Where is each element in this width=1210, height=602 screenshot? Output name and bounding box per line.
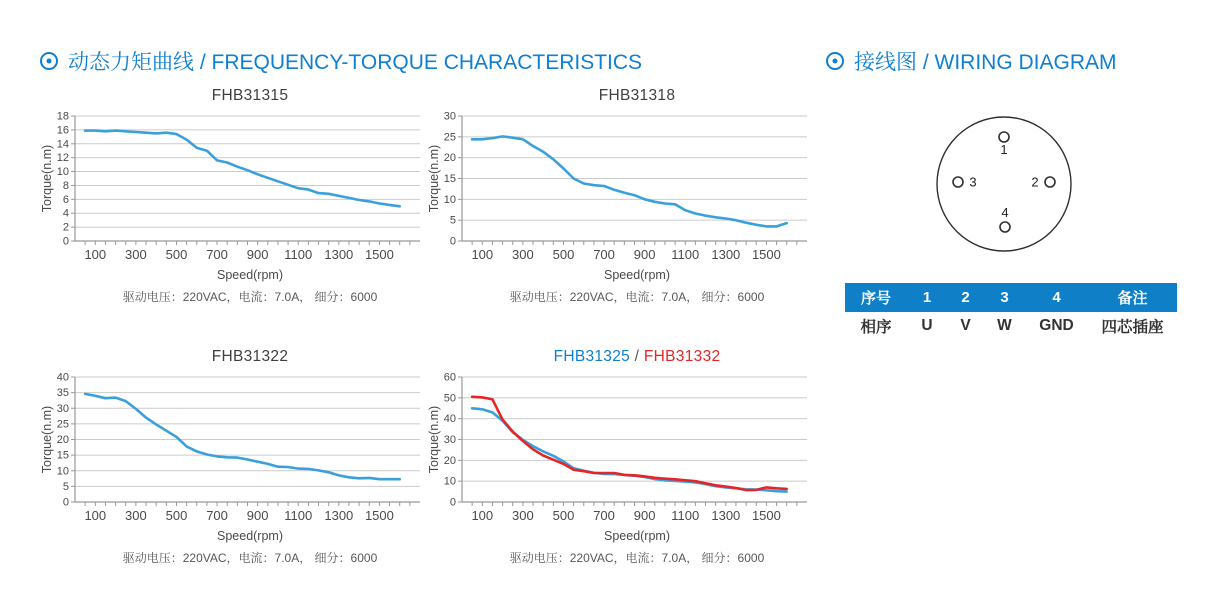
torque-curve-fhb31332 — [472, 397, 787, 490]
chart-caption: 驱动电压：220VAC，电流：7.0A， 细分：6000 — [509, 551, 765, 565]
y-tick-label: 0 — [62, 235, 69, 248]
x-tick-label: 100 — [84, 247, 107, 262]
table-header-cell: 1 — [922, 289, 932, 306]
torque-speed-plot — [40, 371, 425, 523]
y-tick-label: 20 — [56, 434, 69, 446]
wiring-section-title — [826, 46, 1117, 76]
chart-title-part: FHB31322 — [211, 348, 289, 365]
torque-speed-plot — [40, 110, 425, 262]
table-cell: V — [960, 317, 971, 334]
y-tick-label: 60 — [443, 371, 456, 384]
x-tick-label: 100 — [471, 247, 494, 262]
torque-curve-fhb31325 — [472, 408, 787, 491]
x-tick-label: 900 — [633, 508, 656, 523]
chart-fhb31325-fhb31332 — [427, 347, 812, 566]
torque-curve-fhb31318 — [472, 136, 787, 226]
x-tick-label: 700 — [206, 247, 228, 262]
x-tick-label: 500 — [552, 247, 575, 262]
y-tick-label: 14 — [56, 138, 69, 151]
y-tick-label: 16 — [56, 124, 69, 137]
x-tick-label: 300 — [125, 247, 147, 262]
table-header-cell: 4 — [1052, 289, 1061, 306]
charts-grid — [40, 86, 814, 566]
y-tick-label: 25 — [56, 418, 69, 431]
wiring-section — [826, 46, 1190, 586]
wiring-table-header — [845, 283, 1177, 312]
y-tick-label: 30 — [443, 110, 456, 123]
x-tick-label: 700 — [593, 247, 615, 262]
pin-2-circle — [1045, 177, 1055, 187]
y-axis-label: Torque(n.m) — [427, 144, 441, 213]
wiring-table-body — [845, 312, 1177, 340]
pin-1-circle — [999, 132, 1009, 142]
x-axis-label: Speed(rpm) — [217, 529, 283, 543]
bullet-circle-icon — [40, 52, 58, 70]
chart-fhb31322 — [40, 347, 425, 566]
torque-speed-plot — [427, 371, 812, 523]
x-tick-label: 300 — [512, 508, 534, 523]
y-tick-label: 0 — [449, 496, 456, 509]
x-tick-label: 100 — [84, 508, 107, 523]
y-tick-label: 20 — [443, 152, 456, 165]
x-tick-label: 500 — [165, 247, 188, 262]
table-cell: 相序 — [860, 319, 892, 336]
x-axis-label: Speed(rpm) — [604, 529, 670, 543]
y-tick-label: 18 — [56, 110, 69, 123]
chart-fhb31315 — [40, 86, 425, 305]
chart-fhb31318 — [427, 86, 812, 305]
chart-caption: 驱动电压：220VAC，电流：7.0A， 细分：6000 — [122, 551, 378, 565]
chart-title — [427, 347, 812, 371]
y-axis-label: Torque(n.m) — [427, 405, 441, 474]
y-tick-label: 5 — [62, 480, 69, 493]
bullet-circle-icon — [826, 52, 844, 70]
y-tick-label: 25 — [443, 131, 456, 144]
x-tick-label: 1100 — [671, 508, 700, 523]
x-tick-label: 1100 — [671, 247, 700, 262]
chart-title-part: FHB31318 — [598, 87, 676, 104]
x-tick-label: 700 — [593, 508, 615, 523]
x-tick-label: 1500 — [751, 508, 781, 523]
pin-1-number: 1 — [1000, 142, 1008, 157]
chart-title-part: FHB31315 — [211, 87, 289, 104]
connector-diagram — [934, 114, 1074, 254]
table-cell: W — [997, 317, 1012, 334]
torque-curve-fhb31322 — [85, 394, 400, 479]
y-axis-label: Torque(n.m) — [40, 405, 54, 474]
y-tick-label: 40 — [443, 413, 456, 426]
x-tick-label: 1500 — [751, 247, 781, 262]
table-cell: U — [921, 317, 933, 334]
x-tick-label: 1300 — [324, 508, 354, 523]
table-header-cell: 3 — [1000, 289, 1009, 306]
x-tick-label: 1300 — [711, 508, 741, 523]
table-header-cell: 序号 — [860, 290, 891, 307]
chart-title — [40, 86, 425, 110]
chart-title — [427, 86, 812, 110]
y-tick-label: 20 — [443, 454, 456, 467]
torque-curve-fhb31315 — [85, 131, 400, 207]
y-tick-label: 8 — [62, 179, 69, 192]
x-tick-label: 100 — [471, 508, 494, 523]
x-tick-label: 900 — [633, 247, 656, 262]
chart-title — [40, 347, 425, 371]
y-tick-label: 40 — [56, 371, 69, 384]
x-tick-label: 1300 — [324, 247, 354, 262]
y-tick-label: 4 — [62, 207, 69, 220]
y-tick-label: 5 — [449, 214, 456, 227]
y-tick-label: 6 — [62, 193, 69, 206]
y-tick-label: 15 — [56, 449, 69, 462]
y-axis-label: Torque(n.m) — [40, 144, 54, 213]
y-tick-label: 35 — [56, 387, 69, 400]
x-tick-label: 900 — [246, 247, 269, 262]
pin-3-circle — [953, 177, 963, 187]
chart-title-part: FHB31332 — [643, 348, 721, 365]
x-axis-label: Speed(rpm) — [217, 268, 283, 282]
y-tick-label: 10 — [443, 475, 456, 488]
wiring-connector — [934, 114, 1074, 259]
y-tick-label: 2 — [62, 221, 69, 234]
y-tick-label: 30 — [443, 434, 456, 446]
chart-title-part: FHB31325 — [553, 348, 631, 365]
y-tick-label: 30 — [56, 402, 69, 415]
x-tick-label: 1500 — [364, 247, 394, 262]
table-row — [845, 312, 1177, 340]
x-tick-label: 1100 — [284, 508, 313, 523]
torque-speed-plot — [427, 110, 812, 262]
pin-4-circle — [1000, 222, 1010, 232]
chart-caption: 驱动电压：220VAC，电流：7.0A， 细分：6000 — [122, 290, 378, 304]
table-cell: 四芯插座 — [1101, 319, 1164, 336]
x-tick-label: 300 — [125, 508, 147, 523]
y-tick-label: 0 — [449, 235, 456, 248]
x-axis-label: Speed(rpm) — [604, 268, 670, 282]
table-header-cell: 2 — [961, 289, 970, 306]
table-cell: GND — [1039, 317, 1074, 334]
x-tick-label: 500 — [165, 508, 188, 523]
wiring-table — [845, 283, 1177, 340]
chart-title-part: / — [630, 348, 644, 365]
y-tick-label: 12 — [56, 152, 69, 165]
x-tick-label: 1100 — [284, 247, 313, 262]
x-tick-label: 1500 — [364, 508, 394, 523]
pin-4-number: 4 — [1001, 205, 1009, 220]
x-tick-label: 700 — [206, 508, 228, 523]
y-tick-label: 15 — [443, 173, 456, 185]
y-tick-label: 50 — [443, 392, 456, 405]
characteristics-section-title — [40, 46, 642, 76]
x-tick-label: 900 — [246, 508, 269, 523]
chart-caption: 驱动电压：220VAC，电流：7.0A， 细分：6000 — [509, 290, 765, 304]
section-title-text: 动态力矩曲线 / FREQUENCY-TORQUE CHARACTERISTICS — [68, 51, 643, 74]
y-tick-label: 0 — [62, 496, 69, 509]
y-tick-label: 10 — [56, 166, 69, 179]
y-tick-label: 10 — [443, 193, 456, 206]
pin-2-number: 2 — [1031, 174, 1039, 190]
section-title-text: 接线图 / WIRING DIAGRAM — [854, 51, 1117, 74]
x-tick-label: 1300 — [711, 247, 741, 262]
pin-3-number: 3 — [969, 174, 977, 190]
x-tick-label: 500 — [552, 508, 575, 523]
x-tick-label: 300 — [512, 247, 534, 262]
table-header-cell: 备注 — [1117, 290, 1148, 307]
y-tick-label: 10 — [56, 465, 69, 478]
